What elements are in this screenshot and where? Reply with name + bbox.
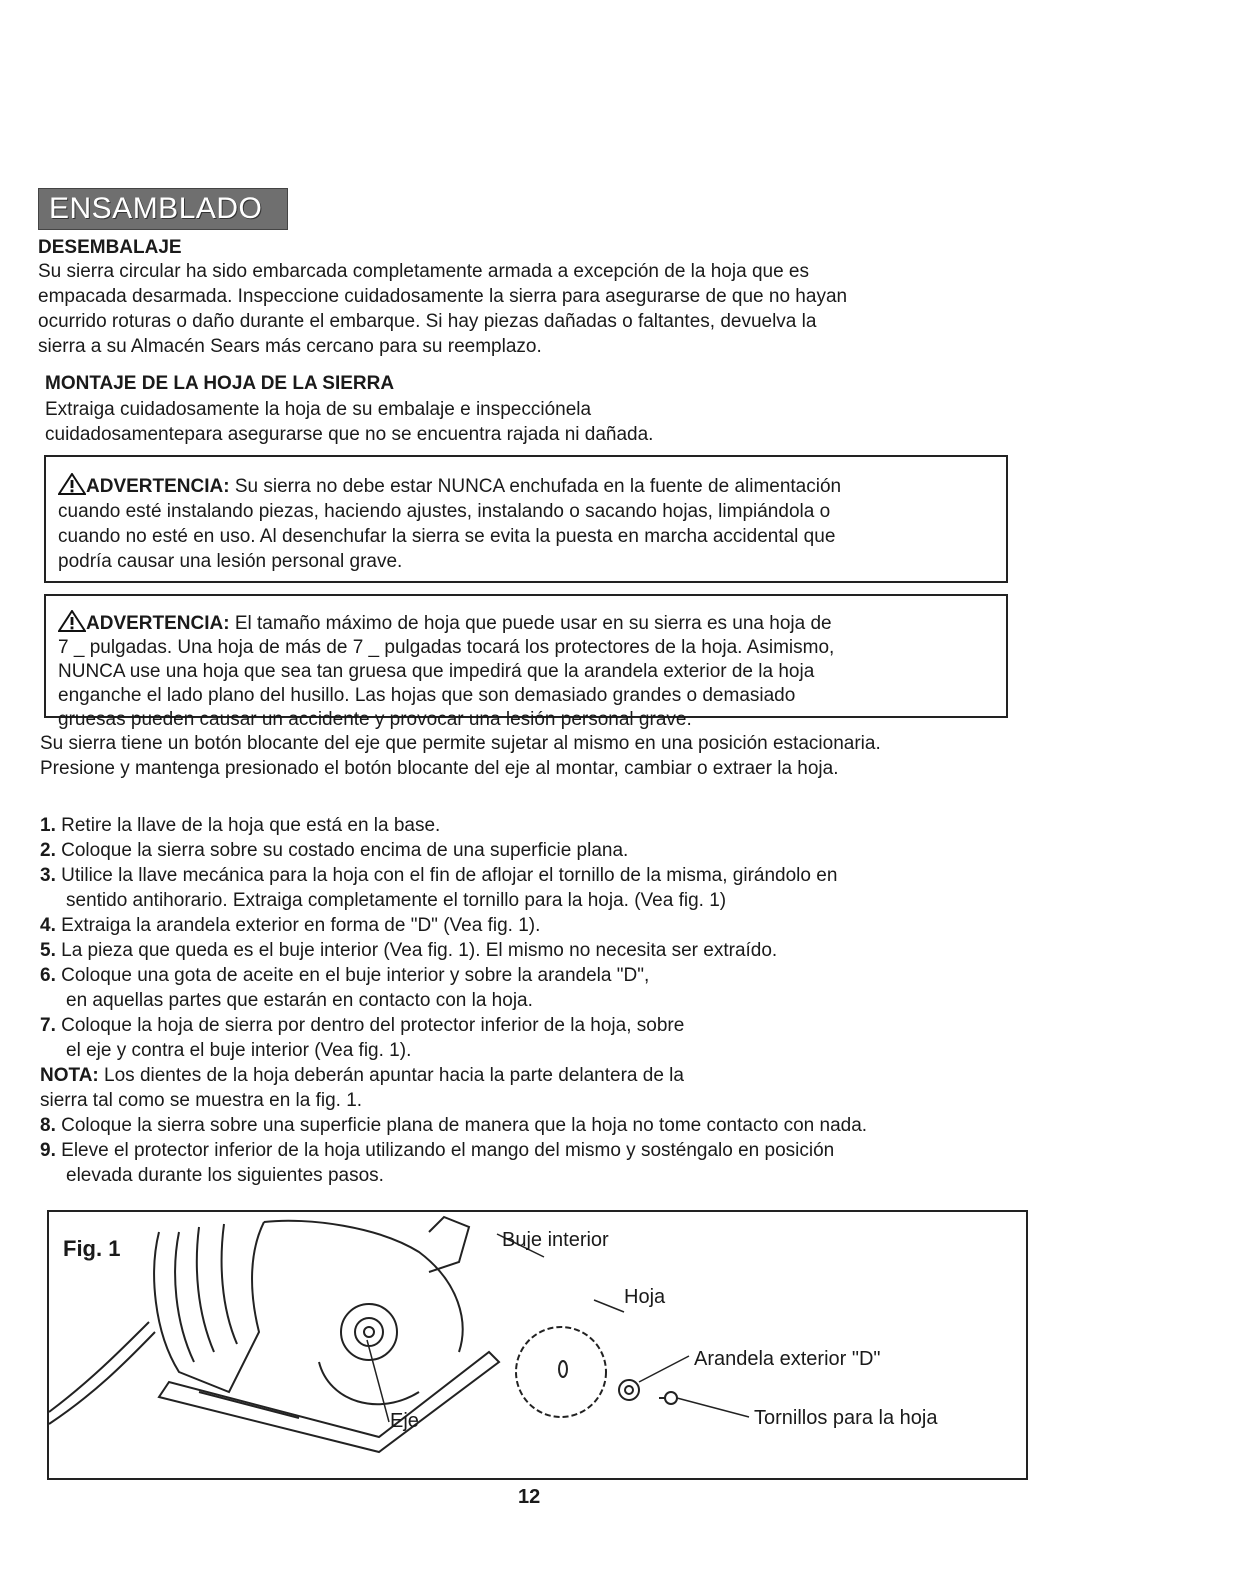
text-line: enganche el lado plano del husillo. Las hojas que son demasiado grandes o demasiado [58,685,796,706]
section-badge-text: ENSAMBLADO [49,192,263,225]
saw-base [159,1352,499,1452]
step-text: Coloque una gota de aceite en el buje interior y sobre la arandela "D", [61,965,650,986]
motor-housing [154,1222,264,1392]
step-number: 2. [40,840,56,861]
intro-text [40,731,881,781]
text-line: Su sierra circular ha sido embarcada completamente armada a excepción de la hoja que es [38,261,809,282]
shaft-callout-line [367,1340,389,1422]
warning-text [58,610,998,732]
warning-title: ADVERTENCIA: [86,476,230,497]
list-item [40,838,867,863]
text-line: cuando esté instalando piezas, haciendo ajustes, instalando o sacando hojas, limpiándola o [58,501,831,522]
figure-1 [47,1210,1028,1480]
warning-text [58,473,998,574]
warning-line: Su sierra no debe estar NUNCA enchufada en la fuente de alimentación [234,476,842,497]
list-item [40,863,867,913]
warning-box-power [44,455,1008,583]
text-line: Presione y mantenga presionado el botón blocante del eje al montar, cambiar o extraer la hoja. [40,758,839,779]
step-text: Utilice la llave mecánica para la hoja con el fin de aflojar el tornillo de la misma, girándolo en [61,865,838,886]
step-text: Extraiga la arandela exterior en forma de "D" (Vea fig. 1). [61,915,541,936]
warning-title: ADVERTENCIA: [86,613,230,634]
list-item [40,813,867,838]
arbor-washer [341,1304,397,1360]
saw-blade [516,1327,606,1417]
step-number: 6. [40,965,56,986]
text-line: cuando no esté en uso. Al desenchufar la sierra se evita la puesta en marcha accidental que [58,526,836,547]
step-text: Eleve el protector inferior de la hoja utilizando el mango del mismo y sosténgalo en posición [61,1140,835,1161]
list-item [40,1013,867,1063]
text-line [58,473,998,499]
text-line: gruesas pueden causar un accidente y provocar una lesión personal grave. [58,709,692,730]
note-label: NOTA: [40,1065,99,1086]
warning-line: El tamaño máximo de hoja que puede usar en su sierra es una hoja de [234,613,832,634]
step-number: 3. [40,865,56,886]
step-text: La pieza que queda es el buje interior (Vea fig. 1). El mismo no necesita ser extraído. [61,940,778,961]
step-number: 4. [40,915,56,936]
warning-box-blade-size [44,594,1008,730]
blade-callout-line [594,1300,624,1312]
text-line: sierra a su Almacén Sears más cercano para su reemplazo. [38,336,542,357]
step-number: 8. [40,1115,56,1136]
callout-shaft: Eje [390,1410,419,1432]
step-number: 9. [40,1140,56,1161]
page-number: 12 [518,1486,541,1508]
unpacking-heading: DESEMBALAJE [38,237,182,258]
text-line: Su sierra tiene un botón blocante del eje que permite sujetar al mismo en una posición estacionaria. [40,733,881,754]
screw-callout-line [677,1398,749,1417]
figure-label: Fig. 1 [63,1236,121,1261]
unpacking-text [38,259,847,359]
list-item [40,1138,867,1188]
list-item [40,1113,867,1138]
text-line: podría causar una lesión personal grave. [58,551,403,572]
step-text: Retire la llave de la hoja que está en la base. [61,815,441,836]
step-text: sentido antihorario. Extraiga completamente el tornillo para la hoja. (Vea fig. 1) [66,890,727,911]
step-number: 1. [40,815,56,836]
text-line: Extraiga cuidadosamente la hoja de su embalaje e inspecciónela [45,399,592,420]
note-text: sierra tal como se muestra en la fig. 1. [40,1090,363,1111]
outer-washer [619,1380,639,1400]
step-text: en aquellas partes que estarán en contacto con la hoja. [66,990,533,1011]
note [40,1063,867,1113]
step-text: Coloque la sierra sobre su costado encima de una superficie plana. [61,840,629,861]
text-line: cuidadosamentepara asegurarse que no se encuentra rajada ni dañada. [45,424,654,445]
washer-callout-line [639,1356,689,1382]
step-text: Coloque la hoja de sierra por dentro del protector inferior de la hoja, sobre [61,1015,685,1036]
list-item [40,963,867,1013]
text-line: ocurrido roturas o daño durante el embarque. Si hay piezas dañadas o faltantes, devuelva la [38,311,817,332]
callout-blade: Hoja [624,1286,666,1308]
step-text: elevada durante los siguientes pasos. [66,1165,384,1186]
step-text: el eje y contra el buje interior (Vea fig. 1). [66,1040,412,1061]
mounting-text [45,397,653,447]
section-badge [38,188,288,230]
callout-outer-washer: Arandela exterior "D" [694,1348,881,1370]
text-line: NUNCA use una hoja que sea tan gruesa que impedirá que la arandela exterior de la hoja [58,661,815,682]
step-number: 7. [40,1015,56,1036]
step-number: 5. [40,940,56,961]
text-line: empacada desarmada. Inspeccione cuidadosamente la sierra para asegurarse de que no hayan [38,286,848,307]
power-cord [49,1322,149,1412]
warning-triangle-icon [58,473,86,495]
callout-inner-bushing: Buje interior [502,1229,609,1251]
blade-screw [665,1392,677,1404]
step-text: Coloque la sierra sobre una superficie plana de manera que la hoja no tome contacto con nada. [61,1115,868,1136]
warning-triangle-icon [58,610,86,632]
list-item [40,938,867,963]
list-item [40,913,867,938]
callout-blade-screw: Tornillos para la hoja [754,1407,938,1429]
text-line: 7 _ pulgadas. Una hoja de más de 7 _ pulgadas tocará los protectores de la hoja. Asimismo, [58,637,835,658]
note-text: Los dientes de la hoja deberán apuntar hacia la parte delantera de la [104,1065,684,1086]
text-line [58,610,998,636]
mounting-heading: MONTAJE DE LA HOJA DE LA SIERRA [45,373,395,394]
steps-list [40,813,867,1188]
blade-arbor-hole [559,1361,567,1377]
